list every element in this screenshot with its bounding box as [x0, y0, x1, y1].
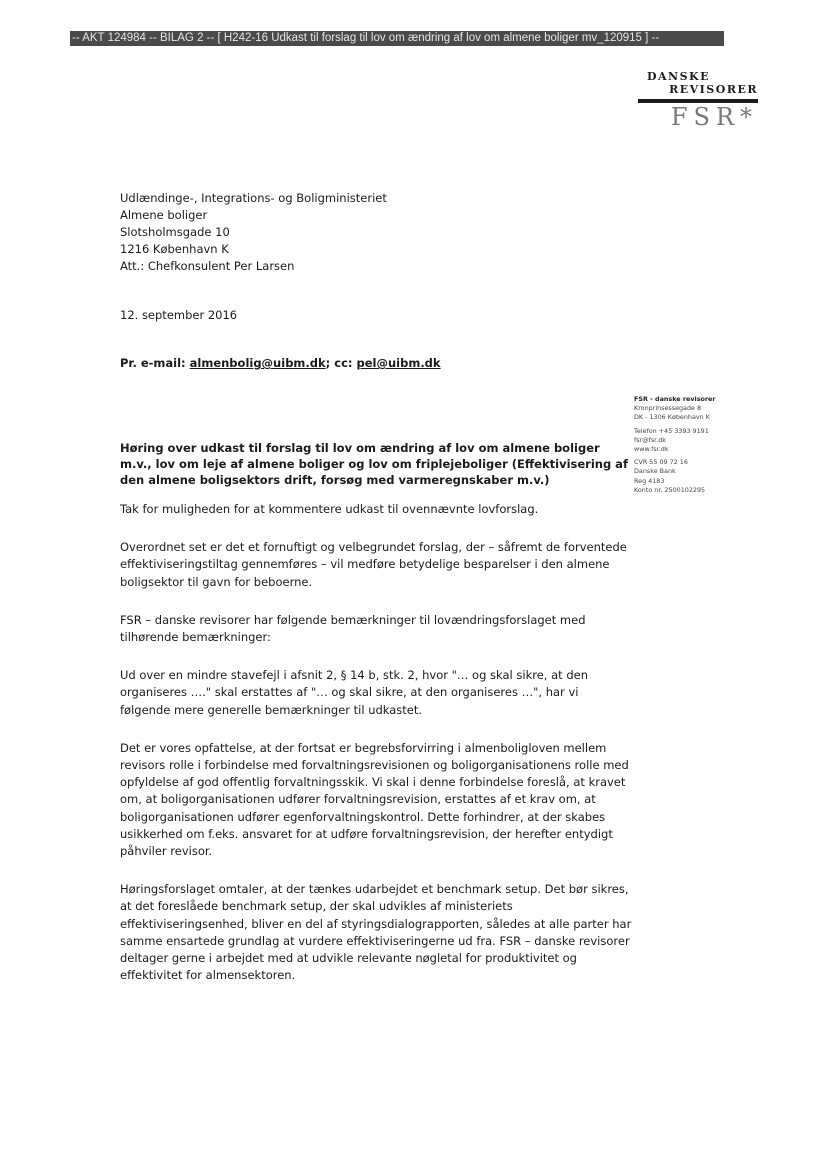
recipient-line: Udlændinge-, Integrations- og Boligministeriet	[120, 191, 387, 205]
logo-line-danske: DANSKE	[646, 70, 710, 83]
body-paragraph: Overordnet set er det et fornuftigt og velbegrundet forslag, der – såfremt de forventede effektiviseringstiltag gennemføres – vil medføre betydelige besparelser i den almene boligsektor til gavn for beboerne.	[120, 540, 627, 589]
recipient-line: 1216 København K	[120, 242, 229, 256]
body-paragraph: FSR – danske revisorer har følgende bemærkninger til lovændringsforslaget med tilhørende bemærkninger:	[120, 612, 586, 645]
sidebar-reg: Reg 4183	[634, 476, 665, 485]
email-link-cc[interactable]: pel@uibm.dk	[356, 356, 441, 370]
body-paragraph: Ud over en mindre stavefejl i afsnit 2, § 14 b, stk. 2, hvor "… og skal sikre, at den organiseres …." skal erstattes af "… og skal sikre, at den organiseres …", har vi følgende mere generelle bemærkninger til udkastet.	[120, 668, 588, 717]
sidebar-phone: Telefon +45 3393 9191	[634, 426, 709, 435]
sidebar-brand: FSR - danske revisorer	[634, 395, 716, 403]
body-paragraph: Tak for muligheden for at kommentere udkast til ovennævnte lovforslag.	[120, 502, 539, 516]
logo-line-revisorer: REVISORER	[669, 83, 758, 96]
recipient-line: Att.: Chefkonsulent Per Larsen	[120, 259, 295, 273]
letter-subject: Høring over udkast til forslag til lov om ændring af lov om almene boliger m.v., lov om leje af almene boliger og lov om friplejeboliger (Effektivisering af den almene boligsektors drift, forsøg med varmeregnskaber m.v.)	[120, 441, 628, 487]
recipient-line: Almene boliger	[120, 208, 208, 222]
email-separator: ; cc:	[325, 356, 357, 370]
email-prefix: Pr. e-mail:	[120, 356, 190, 370]
logo-mark: FSR*	[670, 103, 758, 131]
email-link-primary[interactable]: almenbolig@uibm.dk	[189, 356, 326, 370]
body-paragraph: Høringsforslaget omtaler, at der tænkes udarbejdet et benchmark setup. Det bør sikres, at det foreslåede benchmark setup, der skal udvikles af ministeriets effektiviseringsenhed, bliver en del af styringsdialograpporten, således at alle parter har samme ensartede grundlag at vurdere effektiviseringerne ud fra. FSR – danske revisorer deltager gerne i arbejdet med at udvikle relevante nøgletal for produktivitet og effektivitet for almensektoren.	[120, 882, 632, 983]
sidebar-address-line: Kronprinsessegade 8	[634, 404, 702, 413]
fsr-logo	[618, 70, 758, 129]
recipient-address	[120, 190, 387, 275]
archive-header-bar: -- AKT 124984 -- BILAG 2 -- [ H242-16 Udkast til forslag til lov om ændring af lov om almene boliger mv_120915 ] --	[70, 31, 724, 46]
sender-sidebar	[634, 395, 754, 499]
sidebar-bank-name: Danske Bank	[634, 467, 676, 476]
letter-body	[120, 440, 632, 1005]
sidebar-email[interactable]: fsr@fsr.dk	[634, 435, 667, 444]
sidebar-account: Konto nr. 2500102295	[634, 485, 706, 494]
body-paragraph: Det er vores opfattelse, at der fortsat er begrebsforvirring i almenboligloven mellem revisors rolle i forbindelse med forvaltningsrevisionen og boligorganisationens rolle med opfyldelse af god offentlig forvaltningsskik. Vi skal i denne forbindelse foreslå, at kravet om, at boligorganisationen udfører forvaltningsrevision, erstattes af et krav om, at boligorganisationen udfører egenforvaltningskontrol. Dette forhindrer, at der skabes usikkerhed om f.eks. ansvaret for at udføre forvaltningsrevision, der herefter entydigt påhviler revisor.	[120, 740, 629, 859]
sidebar-cvr: CVR 55 09 72 16	[634, 458, 688, 467]
sidebar-website[interactable]: www.fsr.dk	[634, 445, 669, 454]
recipient-line: Slotsholmsgade 10	[120, 225, 230, 239]
email-line	[120, 356, 441, 370]
sidebar-address-line: DK - 1306 København K	[634, 413, 710, 422]
letter-date: 12. september 2016	[120, 308, 238, 322]
